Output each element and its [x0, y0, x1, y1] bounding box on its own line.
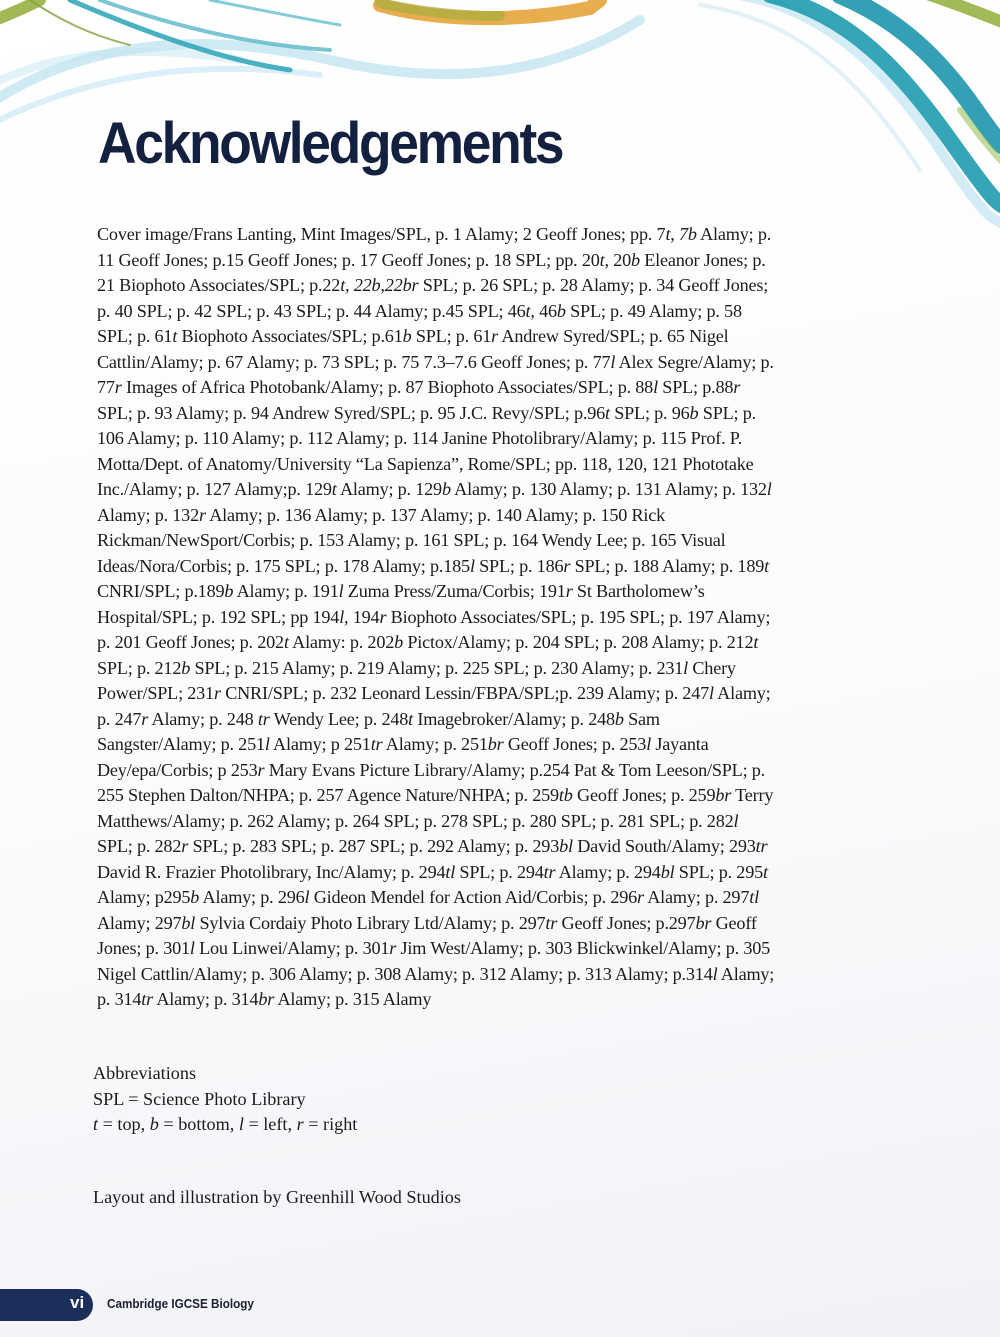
credit-text: Imagebroker/Alamy; p. 248	[413, 708, 615, 729]
credit-text: Alamy; p. 247	[97, 683, 771, 729]
credit-text: Alamy; p295	[97, 887, 191, 907]
abbreviations-block	[93, 1061, 357, 1138]
credit-text: SPL; p. 212	[97, 657, 182, 678]
credit-position-code: b	[190, 887, 200, 907]
credit-text: Sam Sangster/Alamy; p. 251	[97, 708, 660, 754]
credit-text: 20	[608, 249, 631, 270]
credit-position-code: tr	[755, 836, 768, 856]
credit-text: CNRI/SPL; p.189	[97, 581, 225, 601]
credit-text: Terry Matthews/Alamy; p. 262 Alamy; p. 264 SPL; p. 278 SPL; p. 280 SPL; p. 281 SPL; p. 282	[97, 785, 774, 831]
credit-text: Alamy; p. 314	[97, 963, 775, 1009]
abbreviation-positions	[93, 1112, 357, 1138]
credit-position-code: r	[213, 683, 221, 703]
credit-position-code: br	[695, 912, 712, 933]
credit-text: Alamy; p. 294	[555, 861, 661, 882]
credit-position-code: t, 22b,22br	[340, 275, 419, 295]
credit-text: David R. Frazier Photolibrary, Inc/Alamy; p. 294	[97, 861, 446, 882]
credit-position-code: tl	[749, 887, 759, 907]
credit-text: SPL; p. 49 Alamy; p. 58 SPL; p. 61	[97, 300, 742, 346]
credit-text: Alamy; p. 11 Geoff Jones; p.15 Geoff Jones; p. 17 Geoff Jones; p. 18 SPL; pp. 20	[97, 224, 772, 270]
credit-text: Gideon Mendel for Action Aid/Corbis; p. 296	[309, 887, 638, 907]
credit-text: SPL; p. 186	[474, 555, 564, 576]
credit-position-code: b	[689, 402, 699, 423]
credit-position-code: l,	[339, 606, 349, 627]
credit-position-code: r	[198, 504, 206, 525]
credit-text: Jayanta Dey/epa/Corbis; p 253	[97, 734, 709, 780]
credit-position-code: tr	[543, 861, 556, 882]
credit-position-code: r	[257, 759, 265, 780]
credit-text: 46	[534, 300, 557, 321]
running-footer-title: Cambridge IGCSE Biology	[107, 1296, 254, 1311]
credit-position-code: r	[733, 377, 741, 397]
credit-text: SPL; p. 96	[609, 402, 690, 423]
credit-text: Images of Africa Photobank/Alamy; p. 87 Biophoto Associates/SPL; p. 88	[121, 377, 654, 397]
credit-position-code: b	[630, 249, 640, 270]
credit-position-code: b	[224, 581, 234, 601]
credit-text: Wendy Lee; p. 248	[269, 708, 409, 729]
credit-position-code: br	[715, 785, 732, 805]
credit-text: Lou Linwei/Alamy; p. 301	[194, 938, 390, 958]
credit-text: Geoff Jones; p. 253	[503, 734, 647, 754]
credit-position-code: r	[141, 708, 149, 729]
layout-credit: Layout and illustration by Greenhill Wood Studios	[93, 1187, 461, 1207]
abbr-text: = right	[303, 1114, 358, 1134]
credit-text: Andrew Syred/SPL; p. 65 Nigel Cattlin/Alamy; p. 67 Alamy; p. 73 SPL; p. 75 7.3–7.6 Geoff Jones; p. 77	[97, 326, 729, 372]
credit-position-code: br	[487, 734, 504, 754]
abbr-position-code: l	[238, 1114, 244, 1134]
credit-text: SPL; p. 282	[97, 836, 182, 856]
abbr-position-code: t	[93, 1114, 99, 1134]
credit-text: Alamy; p. 130 Alamy; p. 131 Alamy; p. 132	[450, 479, 767, 499]
credit-position-code: tr	[545, 912, 558, 933]
credit-position-code: t, 7b	[665, 224, 697, 244]
credit-text: Geoff Jones; p.297	[557, 912, 696, 933]
credit-text: Alamy; p. 314	[153, 989, 259, 1009]
credit-position-code: t	[605, 402, 610, 423]
credit-position-code: l	[708, 683, 714, 703]
page-title: Acknowledgements	[98, 111, 563, 176]
credit-position-code: l	[469, 555, 475, 576]
credit-position-code: bl	[660, 861, 675, 882]
credit-text: Alamy; p. 297	[643, 887, 750, 907]
credit-text: SPL; p. 93 Alamy; p. 94 Andrew Syred/SPL; p. 95 J.C. Revy/SPL; p.96	[97, 402, 606, 423]
swoosh-right-green	[930, 0, 1000, 25]
credit-position-code: t,	[599, 249, 609, 270]
abbr-position-code: b	[149, 1114, 159, 1134]
credit-text: Alamy; p. 129	[336, 479, 442, 499]
credit-position-code: tb	[558, 785, 573, 805]
credit-text: Geoff Jones; p. 301	[97, 912, 757, 958]
credit-text: Alamy; p. 248	[148, 708, 258, 729]
credit-text: David South/Alamy; 293	[572, 836, 756, 856]
credit-text: SPL; p. 283 SPL; p. 287 SPL; p. 292 Alamy; p. 293	[188, 836, 560, 856]
credit-position-code: tr	[370, 734, 383, 754]
credit-text: Alamy; p. 136 Alamy; p. 137 Alamy; p. 140 Alamy; p. 150 Rick Rickman/NewSport/Corbis; p. 153 Alamy; p. 161 SPL; p. 164 Wendy Lee; p. 165 Visual Ideas/Nora/Corbis; p. 175 SPL; p. 178 Alamy; p.185	[97, 504, 726, 576]
credit-text: Geoff Jones; p. 259	[572, 785, 716, 805]
abbr-text: = bottom,	[158, 1114, 239, 1134]
acknowledgement-credits	[97, 222, 777, 1013]
credit-text: Biophoto Associates/SPL; p. 195 SPL; p. 197 Alamy; p. 201 Geoff Jones; p. 202	[97, 606, 771, 652]
credit-position-code: r	[565, 581, 573, 601]
credit-position-code: l	[653, 377, 658, 397]
credit-position-code: tl	[445, 861, 456, 882]
credit-text: Alamy; p 251	[269, 734, 371, 754]
credit-position-code: r	[389, 938, 397, 958]
abbreviation-spl: SPL = Science Photo Library	[93, 1088, 306, 1109]
credit-position-code: t	[172, 326, 178, 346]
credit-position-code: r	[379, 606, 387, 627]
credit-position-code: b	[181, 657, 191, 678]
credit-position-code: t	[763, 861, 768, 882]
abbreviations-heading: Abbreviations	[93, 1063, 197, 1083]
credit-position-code: b	[614, 708, 624, 729]
credit-text: Alamy; p. 191	[233, 581, 339, 601]
page-number: vi	[70, 1293, 85, 1312]
credit-position-code: l	[712, 963, 718, 984]
credit-text: SPL; p. 26 SPL; p. 28 Alamy; p. 34 Geoff Jones; p. 40 SPL; p. 42 SPL; p. 43 SPL; p. 44 Alamy; p.45 SPL; 46	[97, 275, 769, 321]
credit-position-code: r	[637, 887, 644, 907]
credit-text: SPL; p. 188 Alamy; p. 189	[570, 555, 765, 576]
credit-text: SPL; p. 294	[455, 861, 544, 882]
abbr-text: = top,	[98, 1114, 150, 1134]
credit-position-code: t	[283, 632, 289, 652]
credit-position-code: r	[114, 377, 122, 397]
credit-position-code: l	[264, 734, 270, 754]
credit-text: Cover image/Frans Lanting, Mint Images/SPL, p. 1 Alamy; 2 Geoff Jones; pp. 7	[97, 224, 666, 244]
credit-position-code: l	[338, 581, 344, 601]
credit-text: Eleanor Jones; p. 21 Biophoto Associates/SPL; p.22	[97, 249, 766, 295]
credit-text: Alamy: p. 202	[288, 632, 395, 652]
credit-position-code: t	[753, 632, 759, 652]
credit-position-code: b	[441, 479, 451, 499]
credit-position-code: br	[258, 989, 275, 1009]
credit-text: CNRI/SPL; p. 232 Leonard Lessin/FBPA/SPL;p. 239 Alamy; p. 247	[220, 683, 709, 703]
credit-position-code: b	[556, 300, 566, 321]
credit-position-code: l	[304, 887, 310, 907]
credit-position-code: b	[402, 326, 412, 346]
credit-position-code: r	[181, 836, 189, 856]
credit-position-code: t	[764, 555, 769, 576]
credit-text: Alex Segre/Alamy; p. 77	[97, 351, 774, 397]
credit-position-code: tr	[141, 989, 154, 1009]
credit-text: Alamy; 297	[97, 912, 182, 933]
credit-position-code: l	[766, 479, 772, 499]
credit-text: Alamy; p. 296	[199, 887, 305, 907]
swoosh-teal-top	[210, 0, 340, 25]
credit-text: 194	[348, 606, 380, 627]
abbr-position-code: r	[296, 1114, 304, 1134]
credit-position-code: r	[491, 326, 499, 346]
credit-position-code: bl	[559, 836, 573, 856]
credit-text: Zuma Press/Zuma/Corbis; 191	[343, 581, 566, 601]
credit-text: SPL; p. 61	[411, 326, 492, 346]
credit-position-code: r	[563, 555, 571, 576]
credit-position-code: b	[394, 632, 404, 652]
abbr-text: = left,	[243, 1114, 297, 1134]
credit-text: Sylvia Cordaiy Photo Library Ltd/Alamy; p. 297	[195, 912, 546, 933]
credit-position-code: t	[331, 479, 337, 499]
credit-text: Biophoto Associates/SPL; p.61	[177, 326, 403, 346]
credit-text: Jim West/Alamy; p. 303 Blickwinkel/Alamy; p. 305 Nigel Cattlin/Alamy; p. 306 Alamy; p. 308 Alamy; p. 312 Alamy; p. 313 Alamy; p.314	[97, 938, 771, 984]
credit-text: SPL; p. 295	[674, 861, 763, 882]
credit-position-code: l	[683, 657, 689, 678]
credit-position-code: l	[733, 810, 739, 831]
credit-text: SPL; p.88	[657, 377, 734, 397]
credit-position-code: t	[408, 708, 413, 729]
credit-text: St Bartholomew’s Hospital/SPL; p. 192 SPL; pp 194	[97, 581, 705, 627]
credit-position-code: bl	[181, 912, 196, 933]
credit-position-code: l	[189, 938, 195, 958]
credit-text: Alamy; p. 315 Alamy	[274, 989, 432, 1009]
credit-position-code: l	[646, 734, 652, 754]
credit-text: Alamy; p. 132	[97, 504, 199, 525]
credit-text: Chery Power/SPL; 231	[97, 657, 736, 703]
credit-position-code: t,	[525, 300, 535, 321]
credit-text: Mary Evans Picture Library/Alamy; p.254 Pat & Tom Leeson/SPL; p. 255 Stephen Dalton/NHPA; p. 257 Agence Nature/NHPA; p. 259	[97, 759, 766, 805]
credit-text: SPL; p. 215 Alamy; p. 219 Alamy; p. 225 SPL; p. 230 Alamy; p. 231	[190, 657, 684, 678]
credit-position-code: l	[610, 351, 616, 372]
credit-text: Alamy; p. 251	[382, 734, 488, 754]
credit-text: SPL; p. 106 Alamy; p. 110 Alamy; p. 112 Alamy; p. 114 Janine Photolibrary/Alamy; p. 115 Prof. P. Motta/Dept. of Anatomy/University “La Sapienza”, Rome/SPL; pp. 118, 120, 121 Phototake Inc./Alamy; p. 127 Alamy;p. 129	[97, 402, 756, 499]
credit-position-code: tr	[257, 708, 270, 729]
credit-text: Pictox/Alamy; p. 204 SPL; p. 208 Alamy; p. 212	[403, 632, 754, 652]
